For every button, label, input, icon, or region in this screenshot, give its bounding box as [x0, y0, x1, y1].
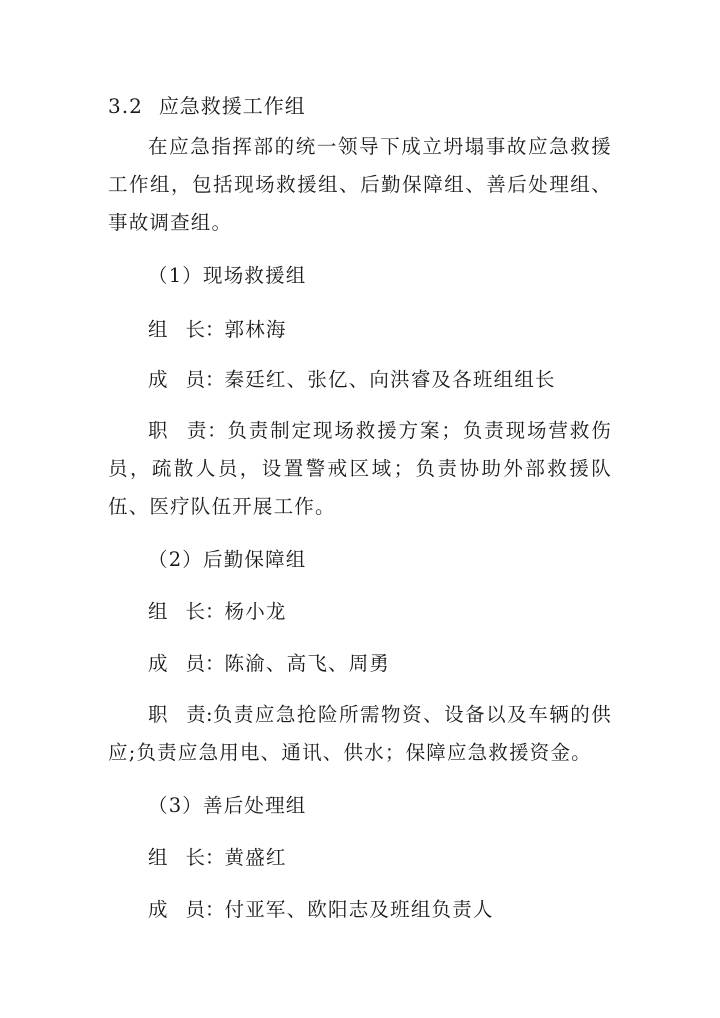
group-1-title: （1）现场救援组	[148, 264, 307, 287]
members-label-char-1: 成	[148, 368, 168, 391]
members-names: 付亚军、欧阳志及班组负责人	[224, 898, 494, 921]
section-number: 3.2	[108, 94, 143, 118]
leader-label-char-1: 组	[148, 846, 168, 869]
members-label-char-1: 成	[148, 652, 168, 675]
members-label-char-2: 员：	[185, 652, 225, 675]
duty-text: 负责制定现场救援方案；负责现场营救伤员，疏散人员，设置警戒区域；负责协助外部救援队伍、医疗队伍开展工作。	[108, 419, 612, 518]
members-names: 陈渝、高飞、周勇	[224, 652, 391, 675]
leader-label-char-1: 组	[148, 600, 168, 623]
members-label-char-2: 员：	[185, 898, 225, 921]
group-3-title: （3）善后处理组	[148, 794, 307, 817]
section-heading	[108, 92, 306, 120]
group-2-leader-line	[148, 598, 287, 626]
group-2-members-line	[148, 650, 390, 678]
leader-name: 杨小龙	[224, 600, 287, 623]
duty-text: 负责应急抢险所需物资、设备以及车辆的供应;负责应急用电、通讯、供水；保障应急救援资金。	[108, 703, 612, 764]
members-names: 秦廷红、张亿、向洪睿及各班组组长	[224, 368, 556, 391]
group-1-leader-line	[148, 316, 287, 344]
leader-name: 郭林海	[224, 318, 287, 341]
leader-name: 黄盛红	[224, 846, 287, 869]
members-label-char-1: 成	[148, 898, 168, 921]
leader-label-char-1: 组	[148, 318, 168, 341]
leader-label-char-2: 长：	[185, 600, 225, 623]
group-1-members-line	[148, 366, 556, 394]
group-1-duty-paragraph	[108, 412, 612, 526]
duty-label-char-1: 职	[148, 703, 168, 726]
group-3-leader-line	[148, 844, 287, 872]
leader-label-char-2: 长：	[185, 846, 225, 869]
group-2-duty-paragraph	[108, 696, 612, 772]
duty-label-char-2: 责：	[186, 419, 228, 442]
members-label-char-2: 员：	[185, 368, 225, 391]
leader-label-char-2: 长：	[185, 318, 225, 341]
group-3-members-line	[148, 896, 494, 924]
duty-label-char-2: 责:	[185, 703, 213, 726]
duty-label-char-1: 职	[148, 419, 169, 442]
section-title: 应急救援工作组	[158, 94, 306, 118]
intro-paragraph: 在应急指挥部的统一领导下成立坍塌事故应急救援工作组，包括现场救援组、后勤保障组、善后处理组、事故调查组。	[108, 135, 612, 234]
group-2-title: （2）后勤保障组	[148, 548, 307, 571]
